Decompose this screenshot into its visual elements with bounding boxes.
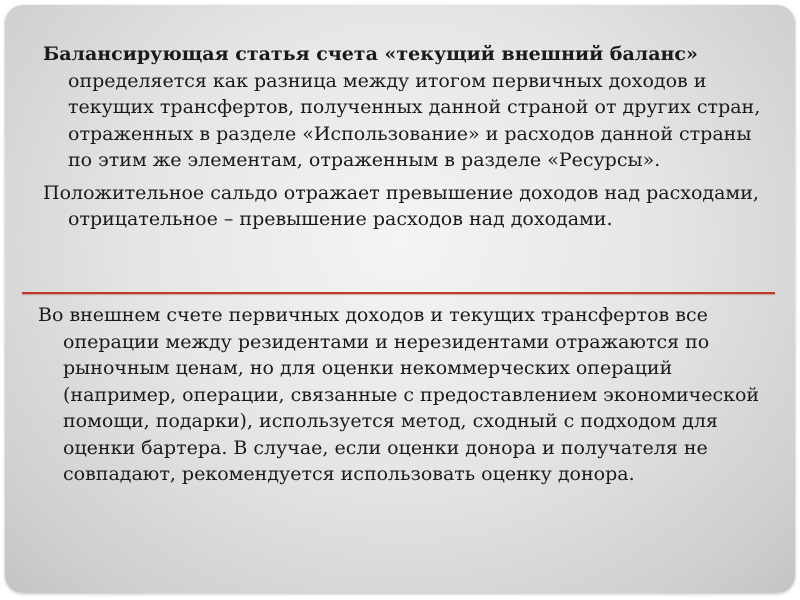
valuation-paragraph: Во внешнем счете первичных доходов и текущих трансфертов все операции между резидентами и нерезидентами отражаются по рыночным ценам, но для оценки некоммерческих операций (например, операции, связанные с предоставлением экономической помощи, подарки), используется метод, сходный с подходом для оценки бартера. В случае, если оценки донора и получателя не совпадают, рекомендуется использовать оценку донора. <box>38 304 760 485</box>
red-divider-line <box>22 292 775 294</box>
top-text-block <box>43 41 778 233</box>
definition-text: определяется как разница между итогом первичных доходов и текущих трансфертов, полученных данной страной от других стран, отраженных в разделе «Использование» и расходов данной страны по этим же элементам, отраженным в разделе «Ресурсы». <box>68 69 761 171</box>
definition-paragraph <box>43 41 778 174</box>
bottom-text-block <box>38 302 773 488</box>
balance-paragraph: Положительное сальдо отражает превышение доходов над расходами, отрицательное – превышение расходов над доходами. <box>43 181 759 230</box>
slide-background <box>5 5 795 593</box>
definition-term: Балансирующая статья счета «текущий внешний баланс» <box>43 43 698 65</box>
